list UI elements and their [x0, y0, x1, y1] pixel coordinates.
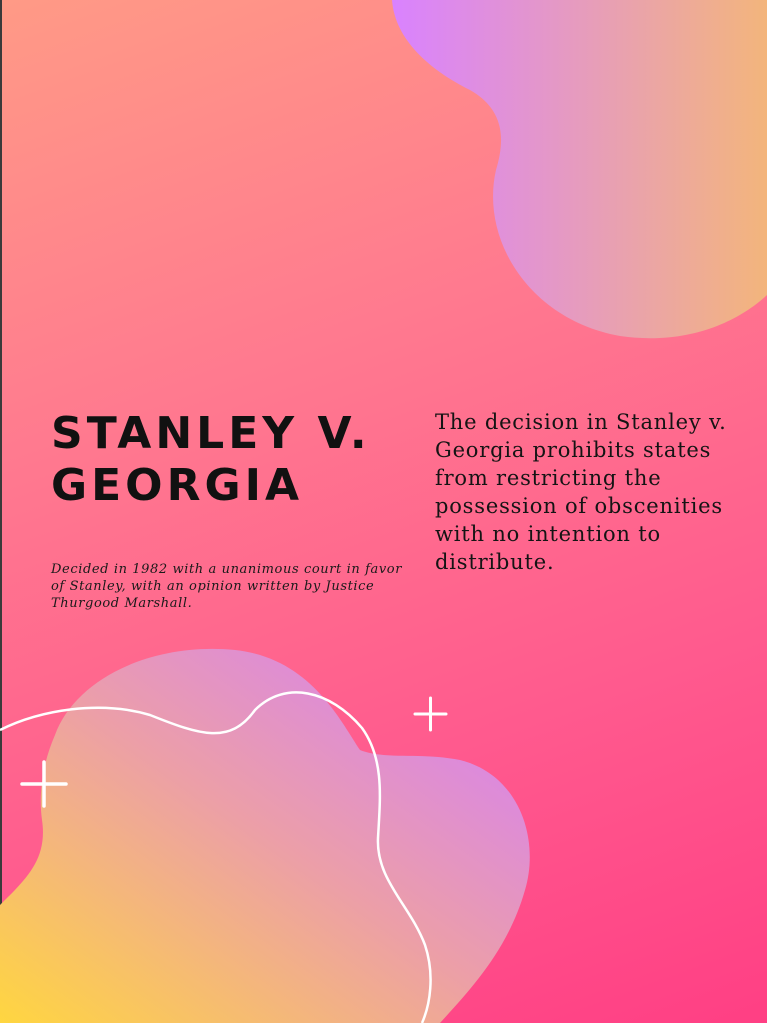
plus-icon: [415, 698, 446, 730]
poster-title: STANLEY V. GEORGIA: [51, 408, 371, 511]
poster-body: The decision in Stanley v. Georgia prohibits states from restricting the possession of obscenities with no intention to distribute.: [435, 410, 727, 574]
bottom-left-blob: [0, 649, 530, 1023]
top-right-blob: [392, 0, 767, 338]
poster-subtitle: Decided in 1982 with a unanimous court in favor of Stanley, with an opinion written by Justice Thurgood Marshall.: [51, 562, 403, 611]
